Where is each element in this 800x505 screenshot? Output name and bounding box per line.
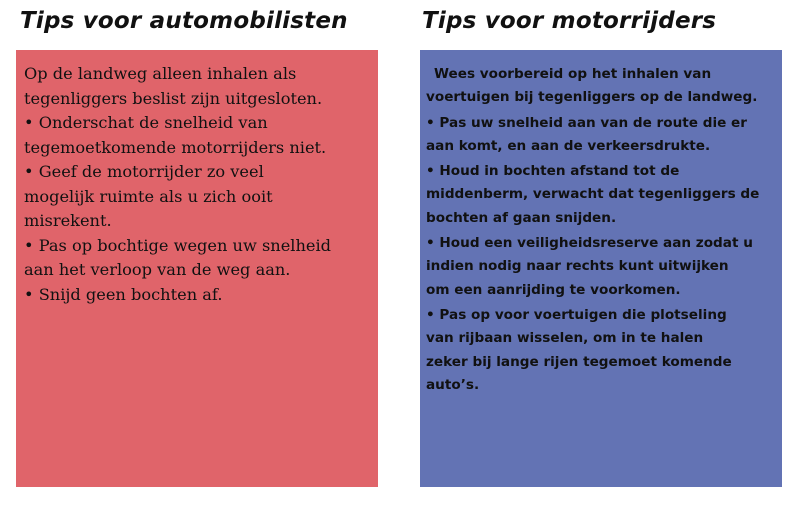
- tip-line: om een aanrijding te voorkomen.: [426, 281, 681, 298]
- heading-drivers: Tips voor automobilisten: [20, 8, 348, 34]
- tip-line: voertuigen bij tegenliggers op de landweg.: [426, 89, 758, 106]
- tip-line: auto’s.: [426, 376, 480, 393]
- tip-line: • Pas uw snelheid aan van de route die er: [426, 114, 747, 131]
- tip-item: [426, 112, 778, 159]
- tip-item: [426, 160, 778, 230]
- tip-line: • Snijd geen bochten af.: [24, 284, 223, 304]
- heading-motorcyclists: Tips voor motorrijders: [422, 8, 717, 34]
- tip-line: zeker bij lange rijen tegemoet komende: [426, 353, 732, 370]
- tip-line: misrekent.: [24, 211, 112, 230]
- motorcyclists-tips-panel: [420, 50, 782, 487]
- tip-line: aan komt, en aan de verkeersdrukte.: [426, 137, 711, 154]
- tip-item: [426, 232, 778, 302]
- tip-line: • Onderschat de snelheid van: [24, 113, 268, 132]
- tip-line: van rijbaan wisselen, om in te halen: [426, 330, 704, 347]
- motorcyclists-tips-text: [426, 63, 778, 397]
- tip-line: mogelijk ruimte als u zich ooit: [24, 186, 273, 206]
- tip-line: aan het verloop van de weg aan.: [24, 260, 291, 279]
- tip-line: Wees voorbereid op het inhalen van: [434, 66, 712, 82]
- tip-line: • Houd een veiligheidsreserve aan zodat u: [426, 235, 753, 252]
- drivers-tips-panel: [16, 50, 378, 487]
- tip-line: tegemoetkomende motorrijders niet.: [24, 137, 327, 157]
- tip-line: • Pas op bochtige wegen uw snelheid: [24, 235, 331, 255]
- tip-line: tegenliggers beslist zijn uitgesloten.: [24, 88, 323, 108]
- tip-line: middenberm, verwacht dat tegenliggers de: [426, 186, 760, 203]
- drivers-tips-text: [24, 62, 374, 307]
- tip-line: • Geef de motorrijder zo veel: [24, 162, 264, 181]
- tip-item: [426, 304, 778, 397]
- tip-line: • Pas op voor voertuigen die plotseling: [426, 306, 727, 323]
- tip-line: indien nodig naar rechts kunt uitwijken: [426, 258, 729, 275]
- tip-line: bochten af gaan snijden.: [426, 209, 617, 226]
- tip-line: • Houd in bochten afstand tot de: [426, 163, 680, 180]
- tip-item: [426, 63, 778, 110]
- tip-line: Op de landweg alleen inhalen als: [24, 64, 297, 83]
